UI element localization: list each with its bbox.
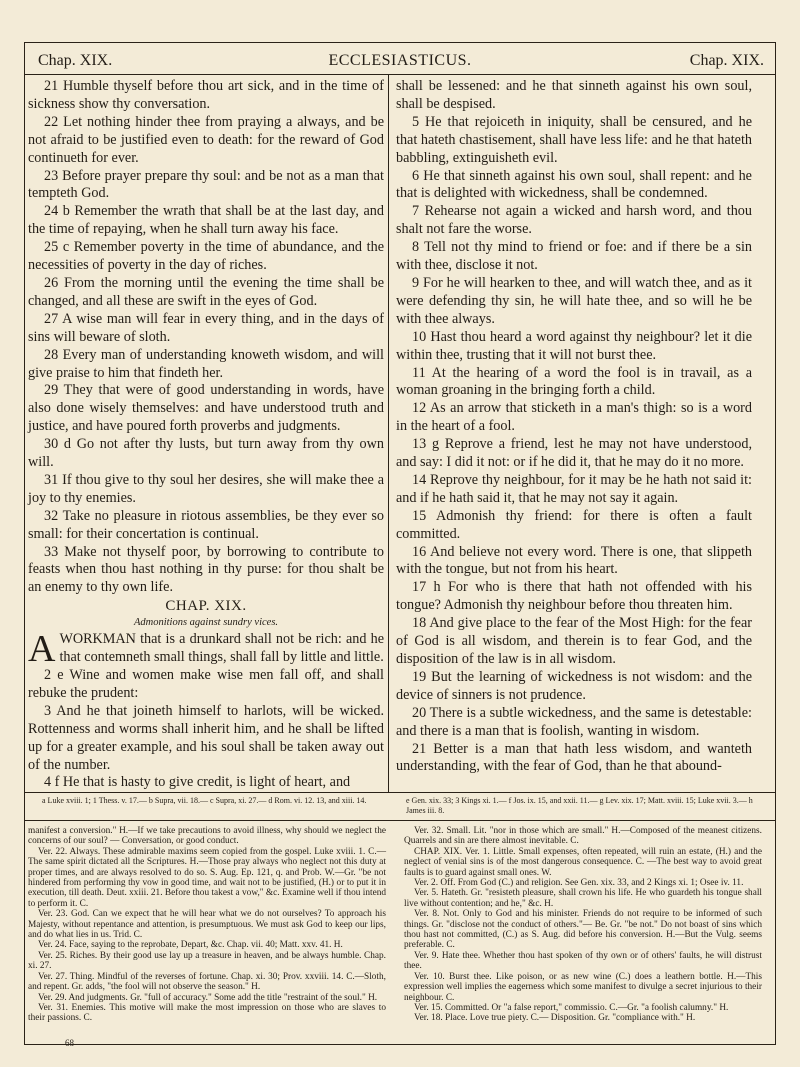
verse: 20 There is a subtle wickedness, and the same is detestable: and there is a man that is foolish, wanting in wisdom. — [396, 704, 752, 739]
verse: 24 b Remember the wrath that shall be at the last day, and the time of repaying, when he shall turn away his face. — [28, 203, 384, 238]
header-book-title: ECCLESIASTICUS. — [328, 52, 472, 69]
verse: 11 At the hearing of a word the fool is in travail, as a woman groaning in the bringing forth a child. — [396, 364, 752, 399]
verse: 21 Humble thyself before thou art sick, and in the time of sickness show thy conversation. — [28, 78, 384, 112]
verse: 3 And he that joineth himself to harlots, will be wicked. Rottenness and worms shall inherit him, and he shall be lifted up for a greater example, and his soul shall be taken away out of the number. — [28, 702, 384, 773]
verse: 16 And believe not every word. There is one, that slippeth with the tongue, but not from his heart. — [396, 543, 752, 578]
verse: 31 If thou give to thy soul her desires, she will make thee a joy to thy enemies. — [28, 471, 384, 506]
verse: 13 g Reprove a friend, lest he may not have understood, and say: I did it not: or if he did it, that he may do it no more. — [396, 436, 752, 471]
verse: 4 f He that is hasty to give credit, is light of heart, and — [44, 774, 351, 791]
verse: 18 And give place to the fear of the Most High: for the fear of God is all wisdom, and therein is to fear God, and the disposition of the law is in all wisdom. — [396, 615, 752, 667]
commentary-note: Ver. 25. Riches. By their good use lay up a treasure in heaven, and be always humble. Chap. xi. 27. — [28, 950, 386, 972]
chapter-title: CHAP. XIX. — [165, 598, 247, 615]
footnotes-left: a Luke xviii. 1; 1 Thess. v. 17.— b Supra, vii. 18.— c Supra, xi. 27.— d Rom. vi. 12. 13, and xiii. 14. — [42, 796, 367, 805]
verse: 28 Every man of understanding knoweth wisdom, and will give praise to him that findeth her. — [28, 346, 384, 381]
verse: 22 Let nothing hinder thee from praying a always, and be not afraid to be justified even to death: for the reward of God continueth for ever. — [28, 113, 384, 166]
verse: 29 They that were of good understanding in words, have also done wisely themselves: and have understood truth and justice, and have poured forth proverbs and judgments. — [28, 382, 384, 435]
verse: 7 Rehearse not again a wicked and harsh word, and thou shalt not fare the worse. — [396, 203, 752, 238]
verse: 8 Tell not thy mind to friend or foe: and if there be a sin with thee, disclose it not. — [396, 239, 752, 274]
commentary-note: CHAP. XIX. Ver. 1. Little. Small expenses, often repeated, will ruin an estate, (H.) and the neglect of venial sins is of the most dangerous consequence. C. —The best way to avoid great faults is to guard against small ones. W. — [404, 846, 762, 878]
column-divider — [388, 74, 389, 792]
verse: 12 As an arrow that sticketh in a man's thigh: so is a word in the heart of a fool. — [396, 400, 752, 435]
commentary-note: Ver. 8. Not. Only to God and his minister. Friends do not require to be informed of such things. Gr. "disclose not the conduct of others."— Be. Gr. "be not." Do not boast of sins which thou hast not committed, (C.) as S. Aug. did before his conversion. H.—But the Vulg. seems preferable. C. — [404, 909, 762, 951]
commentary-note: Ver. 23. God. Can we expect that he will hear what we do not ourselves? To approach his Majesty, without repentance and attention, is presumptuous. We must ask God to keep our lips, and do what lies in us. Trid. C. — [28, 909, 386, 941]
commentary-note: Ver. 5. Hateth. Gr. "resisteth pleasure, shall crown his life. He who guardeth his tongue shall live without contention; and he," &c. H. — [404, 888, 762, 909]
verse-first — [28, 628, 384, 671]
commentary-note: Ver. 18. Place. Love true piety. C.— Disposition. Gr. "compliance with." H. — [414, 1013, 696, 1024]
left-column — [28, 78, 384, 792]
verse: 15 Admonish thy friend: for there is often a fault committed. — [396, 507, 752, 542]
verse: 5 He that rejoiceth in iniquity, shall be censured, and he that hateth chastisement, shall have less life: and he that hateth babbling, extinguisheth evil. — [396, 113, 752, 166]
commentary-rule — [24, 820, 776, 821]
commentary-note: manifest a conversion." H.—If we take precautions to avoid illness, why should we neglect the concerns of our soul? — Conversation, or good conduct. — [28, 826, 386, 847]
commentary-note: Ver. 29. And judgments. Gr. "full of accuracy." Some add the title "restraint of the soul." H. — [38, 992, 378, 1003]
footnote-rule — [24, 792, 776, 793]
header-chapter-left: Chap. XIX. — [38, 52, 113, 69]
commentary-note: Ver. 9. Hate thee. Whether thou hast spoken of thy own or of others' faults, he will distrust thee. — [404, 950, 762, 972]
verse: 25 c Remember poverty in the time of abundance, and the necessities of poverty in the day of riches. — [28, 239, 384, 274]
commentary-note: Ver. 22. Always. These admirable maxims seem copied from the gospel. Luke xviii. 1. C.—The same spirit dictated all the Scriptures. H.—Those pray always who neglect not this duty at proper times, and are always resolved to do so. S. Aug. Ep. 121, q. and Prob. W.—Gr. "be not hindered from performing thy vow in good time, and wait not to be justified, (H.) or to put it in execution, till death. Deut. xxiii. 21. Before thou takest a vow," &c. Examine well if thou intend to perform it. C. — [28, 846, 386, 909]
verse: 30 d Go not after thy lusts, but turn away from thy own will. — [28, 436, 384, 471]
verse: 26 From the morning until the evening the time shall be changed, and all these are swift in the eyes of God. — [28, 274, 384, 309]
verse: 9 For he will hearken to thee, and will watch thee, and as it were defending thy sin, he will hate thee, and so will he be with thee always. — [396, 274, 752, 327]
page-number: 68 — [65, 1038, 74, 1048]
commentary-note: Ver. 2. Off. From God (C.) and religion. See Gen. xix. 33, and 2 Kings xi. 1; Osee iv. 11. — [414, 878, 744, 889]
running-header — [24, 52, 776, 76]
verse: 23 Before prayer prepare thy soul: and be not as a man that tempteth God. — [28, 167, 384, 202]
verse: 19 But the learning of wickedness is not wisdom: and the device of sinners is not prudence. — [396, 668, 752, 703]
commentary-note: Ver. 10. Burst thee. Like poison, or as new wine (C.) does a leathern bottle. H.—This expression well implies the eagerness which some manifest to divulge a secret injurious to their neighbour. C. — [404, 971, 762, 1003]
verse: 6 He that sinneth against his own soul, shall repent: and he that is delighted with wickedness, shall be condemned. — [396, 167, 752, 202]
drop-cap: A — [28, 628, 56, 671]
verse: shall be lessened: and he that sinneth against his own soul, shall be despised. — [396, 78, 752, 112]
chapter-subtitle: Admonitions against sundry vices. — [133, 617, 279, 629]
header-rule — [24, 74, 776, 75]
commentary-right — [404, 826, 762, 1024]
commentary-note: Ver. 31. Enemies. This motive will make the most impression on those who are slaves to their passions. C. — [28, 1002, 386, 1024]
verse-first-text: WORKMAN that is a drunkard shall not be rich: and he that contemneth small things, shall fall by little and little. — [59, 631, 384, 666]
commentary-note: Ver. 27. Thing. Mindful of the reverses of fortune. Chap. xi. 30; Prov. xxviii. 14. C.—Sloth, and repent. Gr. adds, "the fool will not observe the season." H. — [28, 971, 386, 993]
commentary-note: Ver. 15. Committed. Or "a false report," commissio. C.—Gr. "a foolish calumny." H. — [414, 1002, 729, 1013]
verse: 33 Make not thyself poor, by borrowing to contribute to feasts when thou hast nothing in thy purse: for thou shalt be an enemy to thy own life. — [28, 543, 384, 596]
page — [24, 42, 784, 1047]
verse: 17 h For who is there that hath not offended with his tongue? Admonish thy neighbour before thou threaten him. — [396, 579, 752, 614]
commentary-left — [28, 826, 386, 1024]
footnotes-right: e Gen. xix. 33; 3 Kings xi. 1.— f Jos. ix. 15, and xxii. 11.— g Lev. xix. 17; Matt. xviii. 15; Luke xvii. 3.— h James iii. 8. — [406, 796, 753, 815]
verse: 27 A wise man will fear in every thing, and in the days of sins will beware of sloth. — [28, 310, 384, 345]
commentary-note: Ver. 32. Small. Lit. "nor in those which are small." H.—Composed of the meanest citizens. Quarrels and sin are there almost inevitable. C. — [404, 826, 762, 847]
verse: 2 e Wine and women make wise men fall off, and shall rebuke the prudent: — [28, 667, 384, 701]
header-chapter-right: Chap. XIX. — [689, 52, 764, 69]
verse: 21 Better is a man that hath less wisdom, and wanteth understanding, with the fear of God, than he that abound- — [396, 740, 752, 775]
verse: 32 Take no pleasure in riotous assemblies, be they ever so small: for their concertation is continual. — [28, 507, 384, 542]
verse: 10 Hast thou heard a word against thy neighbour? let it die within thee, trusting that it will not burst thee. — [396, 328, 752, 363]
commentary-note: Ver. 24. Face, saying to the reprobate, Depart, &c. Chap. vii. 40; Matt. xxv. 41. H. — [38, 940, 343, 951]
verse: 14 Reprove thy neighbour, for it may be he hath not said it: and if he hath said it, that he may not say it again. — [396, 471, 752, 506]
right-column — [396, 78, 752, 776]
